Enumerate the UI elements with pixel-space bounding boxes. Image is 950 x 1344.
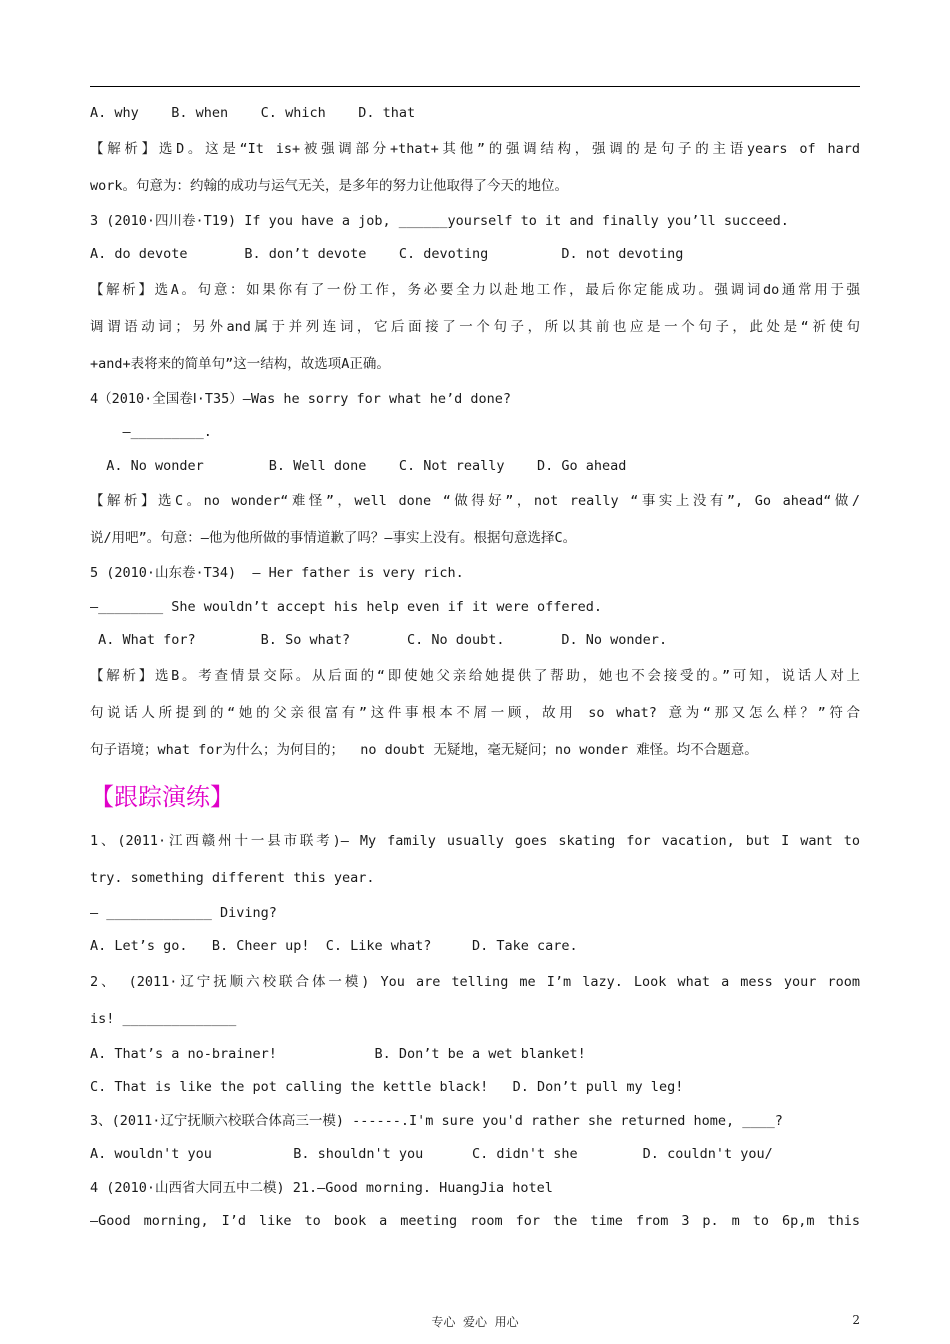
- page-number: 2: [852, 1313, 860, 1327]
- analysis-line: +and+表将来的简单句”这一结构，故选项A正确。: [90, 355, 390, 372]
- section-title: 【跟踪演练】: [90, 782, 234, 811]
- analysis-line: 【解析】选A。句意：如果你有了一份工作，务必要全力以赴地工作，最后你定能成功。强调词do通常用于强: [90, 281, 860, 298]
- options-line: A. That’s a no-brainer! B. Don’t be a wet blanket!: [90, 1045, 586, 1062]
- options-line: A. wouldn't you B. shouldn't you C. didn't she D. couldn't you/: [90, 1146, 773, 1162]
- question-line: 4（2010·全国卷Ⅰ·T35）—Was he sorry for what he’d done?: [90, 390, 511, 407]
- options-line: A. why B. when C. which D. that: [90, 105, 416, 121]
- question-line: 3 (2010·四川卷·T19) If you have a job, ______yourself to it and finally you’ll succeed.: [90, 212, 789, 229]
- analysis-line: 【解析】选B。考查情景交际。从后面的“即使她父亲给她提供了帮助，她也不会接受的。”可知，说话人对上: [90, 667, 860, 684]
- question-line: 3、(2011·辽宁抚顺六校联合体高三一模) ------.I'm sure you'd rather she returned home, ____?: [90, 1112, 783, 1129]
- question-line: 1、(2011·江西赣州十一县市联考)— My family usually goes skating for vacation, but I want to: [90, 832, 860, 849]
- answer-blank-line: — _____________ Diving?: [90, 904, 277, 921]
- header-rule: [90, 86, 860, 87]
- answer-analysis-block: [90, 97, 860, 769]
- analysis-line: 调谓语动词；另外and属于并列连词，它后面接了一个句子，所以其前也应是一个句子，此处是“祈使句: [90, 318, 860, 335]
- question-line: —Good morning, I’d like to book a meeting room for the time from 3 p. m to 6p,m this: [90, 1213, 860, 1229]
- analysis-line: work。句意为：约翰的成功与运气无关，是多年的努力让他取得了今天的地位。: [90, 177, 569, 194]
- question-line: 4 (2010·山西省大同五中二模) 21.—Good morning. HuangJia hotel: [90, 1179, 553, 1196]
- question-line: try. something different this year.: [90, 869, 375, 886]
- analysis-line: 句子语境；what for为什么；为何目的； no doubt 无疑地，毫无疑问；no wonder 难怪。均不合题意。: [90, 741, 758, 758]
- analysis-line: 句说话人所提到的“她的父亲很富有”这件事根本不屑一顾，故用 so what? 意为“那又怎么样？”符合: [90, 704, 860, 721]
- question-line: 5 (2010·山东卷·T34) — Her father is very rich.: [90, 565, 464, 581]
- practice-block: [90, 823, 860, 1239]
- options-line: A. Let’s go. B. Cheer up! C. Like what? D. Take care.: [90, 938, 578, 954]
- options-line: A. No wonder B. Well done C. Not really D. Go ahead: [90, 457, 627, 474]
- options-line: A. do devote B. don’t devote C. devoting D. not devoting: [90, 246, 684, 262]
- answer-blank-line: —_________.: [90, 424, 212, 440]
- analysis-line: 【解析】选D。这是“It is+被强调部分+that+其他”的强调结构，强调的是句子的主语years of hard: [90, 140, 860, 157]
- question-line: 2、 (2011·辽宁抚顺六校联合体一模) You are telling me I’m lazy. Look what a mess your room: [90, 973, 860, 990]
- analysis-line: 说/用吧”。句意：—他为他所做的事情道歉了吗？—事实上没有。根据句意选择C。: [90, 530, 577, 546]
- document-body: [90, 97, 860, 1239]
- question-line: is! ______________: [90, 1010, 237, 1027]
- options-line: A. What for? B. So what? C. No doubt. D. No wonder.: [90, 632, 668, 648]
- question-line: —________ She wouldn’t accept his help even if it were offered.: [90, 598, 603, 615]
- analysis-line: 【解析】选C。no wonder“难怪”，well done “做得好”，not really “事实上没有”, Go ahead“做/: [90, 493, 860, 509]
- footer-slogan: 专心 爱心 用心: [431, 1315, 519, 1329]
- options-line: C. That is like the pot calling the kettle black! D. Don’t pull my leg!: [90, 1079, 684, 1095]
